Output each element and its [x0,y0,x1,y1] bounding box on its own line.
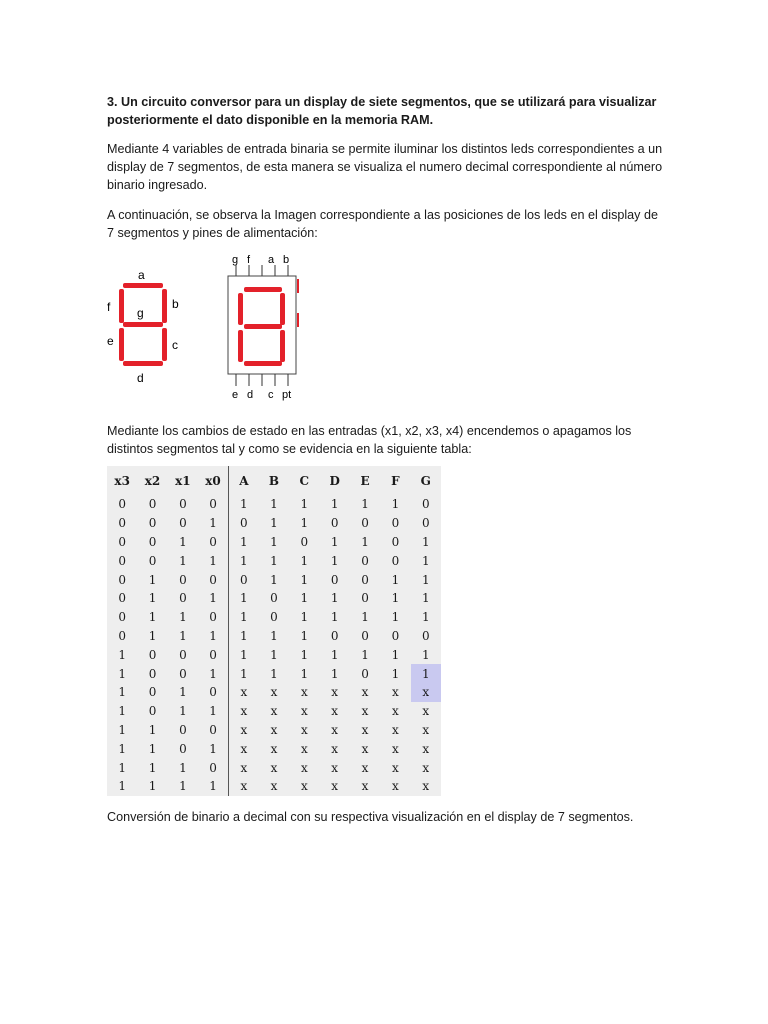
table-row [107,608,441,627]
table-row [107,533,441,552]
table-cell: 1 [118,779,126,794]
label-d: d [137,371,144,385]
table-cell: x [331,760,339,775]
table-cell: 1 [330,591,339,606]
table-cell: 0 [361,516,369,531]
table-cell: 1 [391,610,400,625]
header-g: G [420,473,431,488]
table-cell: 0 [118,497,126,512]
table-cell: 1 [270,572,278,587]
table-cell: 1 [228,551,258,570]
table-cell: 1 [148,760,157,775]
pin-label-f: f [247,254,251,266]
bottom-pin-leads [236,374,288,386]
table-cell: x [392,685,399,700]
table-row [107,495,441,514]
table-cell: 1 [361,647,369,662]
table-cell: 1 [330,666,339,681]
table-cell: 0 [209,685,217,700]
top-pin-leads [236,265,288,276]
table-cell: 1 [391,666,400,681]
table-cell: 0 [209,760,217,775]
pkg-segment-c [280,330,285,362]
header-x1: x1 [175,473,191,488]
table-row [107,683,441,702]
table-cell: 1 [228,645,258,664]
pkg-segment-g [244,324,282,329]
image-intro: A continuación, se observa la Imagen correspondiente a las posiciones de los leds en el display de 7 segmentos y pines de alimentación: [107,208,658,241]
table-cell: 1 [148,722,157,737]
pkg-segment-e [238,330,243,362]
table-cell: 0 [148,647,157,662]
table-cell: x [392,704,399,719]
table-cell: 1 [209,704,217,719]
table-cell: x [422,704,430,719]
table-cell: 0 [118,572,126,587]
table-cell: 0 [148,685,157,700]
table-cell: 1 [209,516,217,531]
table-cell: x [300,741,308,756]
table-row [107,739,441,758]
table-cell: 1 [391,591,400,606]
table-cell: 1 [300,666,309,681]
table-row [107,664,441,683]
segment-b [162,289,167,323]
table-cell: 1 [228,627,258,646]
table-cell: 0 [391,534,400,549]
table-cell: 1 [270,516,278,531]
table-cell: 1 [270,628,278,643]
table-cell: 0 [118,610,126,625]
table-cell: 1 [330,534,339,549]
table-cell: 1 [179,685,187,700]
table-cell: 0 [179,516,187,531]
table-cell: 1 [148,628,157,643]
table-cell: 1 [361,610,369,625]
table-cell: x [422,779,430,794]
table-cell: x [300,779,308,794]
header-x0: x0 [205,473,221,488]
table-cell: x [392,779,399,794]
table-cell: x [331,779,339,794]
table-cell: 0 [179,591,187,606]
table-cell: x [270,779,278,794]
table-cell: x [392,741,399,756]
table-cell: x [361,760,369,775]
table-cell: 0 [330,572,339,587]
table-cell: 0 [361,666,369,681]
edge-marker-bottom [297,313,299,327]
pkg-segment-b [280,293,285,325]
table-cell: 1 [270,647,278,662]
label-b: b [172,297,179,311]
table-header-row [107,466,441,495]
table-cell: 1 [421,553,430,568]
table-intro: Mediante los cambios de estado en las entradas (x1, x2, x3, x4) encendemos o apagamos los distintos segmentos tal y como se evidencia en la siguiente tabla: [107,424,632,457]
table-cell: 0 [361,572,369,587]
table-cell: 1 [300,591,309,606]
table-cell: 0 [148,666,157,681]
header-d: D [329,473,340,488]
table-cell: 1 [179,628,187,643]
table-cell: 1 [148,591,157,606]
table-cell: 1 [421,591,430,606]
table-cell: x [228,758,258,777]
table-cell: 0 [118,628,126,643]
segment-c [162,328,167,361]
table-cell: 1 [330,647,339,662]
segment-g [123,322,163,327]
table-cell: 1 [228,495,258,514]
label-e: e [107,334,114,348]
pin-label-g: g [232,254,239,266]
table-cell: 1 [270,497,278,512]
table-cell: 1 [300,628,309,643]
table-cell: x [361,722,369,737]
table-cell: 1 [118,722,126,737]
header-f: F [391,473,400,488]
table-cell: 0 [148,516,157,531]
table-cell: 0 [209,647,217,662]
table-cell: 0 [421,628,430,643]
table-cell: 1 [421,610,430,625]
table-cell: 0 [118,553,126,568]
table-cell: 0 [209,497,217,512]
table-cell: 1 [330,553,339,568]
table-cell: 0 [209,534,217,549]
table-row [107,514,441,533]
table-cell: 0 [209,722,217,737]
table-cell: 0 [148,534,157,549]
table-cell: x [270,704,278,719]
table-cell: 0 [179,572,187,587]
table-row [107,589,441,608]
pin-label-c: c [268,389,274,401]
table-cell: 1 [179,534,187,549]
header-c: C [299,473,310,488]
table-row [107,777,441,796]
table-cell: 0 [118,516,126,531]
table-cell: 1 [118,647,126,662]
segments [119,283,167,366]
table-cell: 0 [179,722,187,737]
table-cell: 1 [209,666,217,681]
table-cell: 1 [300,610,309,625]
table-cell: 0 [270,591,278,606]
table-cell: x [331,685,339,700]
table-cell: 1 [179,704,187,719]
table-cell: 1 [118,741,126,756]
table-cell: 1 [330,497,339,512]
table-cell: 1 [179,760,187,775]
table-cell: 1 [270,534,278,549]
table-cell: 0 [361,591,369,606]
table-cell: x [361,685,369,700]
table-cell: 0 [148,553,157,568]
header-e: E [360,473,370,488]
header-x3: x3 [114,473,130,488]
heading: 3. Un circuito conversor para un display de siete segmentos, que se utilizará para visualizar posteriormente el dato disponible en la memoria RAM. [107,95,657,128]
table-cell: 0 [179,741,187,756]
table-cell: 1 [148,572,157,587]
table-cell: x [300,704,308,719]
table-body [107,495,441,796]
table-cell: x [270,760,278,775]
table-cell: x [392,760,399,775]
label-c: c [172,338,178,352]
table-cell: 0 [330,516,339,531]
table-cell: 1 [209,591,217,606]
table-cell: x [228,721,258,740]
segment-d [123,361,163,366]
table-cell: 1 [361,497,369,512]
table-cell: 0 [300,534,309,549]
truth-table-container [107,466,441,796]
segment-e [119,328,124,361]
table-cell: 0 [361,628,369,643]
table-cell: 1 [118,704,126,719]
table-cell: 0 [421,516,430,531]
table-cell: 1 [118,760,126,775]
table-cell: x [331,704,339,719]
table-cell: 1 [228,589,258,608]
table-cell: 1 [411,664,441,683]
table-cell: 1 [228,608,258,627]
table-cell: 1 [179,779,187,794]
table-cell: x [270,722,278,737]
pkg-segment-d [244,361,282,366]
table-cell: 0 [148,704,157,719]
table-cell: 0 [118,591,126,606]
table-cell: x [361,779,369,794]
table-row [107,570,441,589]
table-cell: 1 [300,572,309,587]
table-cell: 1 [270,666,278,681]
table-cell: 1 [300,553,309,568]
table-cell: 1 [300,516,309,531]
pkg-segment-a [244,287,282,292]
table-row [107,758,441,777]
table-cell: 0 [421,497,430,512]
table-cell: x [300,722,308,737]
table-cell: 1 [421,534,430,549]
description: Mediante 4 variables de entrada binaria se permite iluminar los distintos leds correspondientes a un display de 7 segmentos, de esta manera se visualiza el numero decimal correspondiente al número binario ingresado. [107,142,663,193]
table-row [107,702,441,721]
table-cell: x [422,741,430,756]
table-cell: 1 [421,647,430,662]
pin-label-pt: pt [282,389,292,401]
table-cell: x [228,777,258,796]
table-cell: 1 [391,647,400,662]
table-cell: x [422,722,430,737]
label-f: f [107,300,111,314]
table-cell: x [331,722,339,737]
table-cell: 1 [209,628,217,643]
table-cell: 1 [391,572,400,587]
pin-label-b: b [283,254,290,266]
truth-table [107,466,441,796]
table-cell: 0 [391,516,400,531]
table-cell: x [411,683,441,702]
header-a: A [228,466,258,495]
table-cell: 1 [361,534,369,549]
table-cell: 0 [391,553,400,568]
table-cell: 0 [118,534,126,549]
table-cell: 0 [330,628,339,643]
table-cell: 1 [148,610,157,625]
header-x2: x2 [144,473,161,488]
conclusion: Conversión de binario a decimal con su respectiva visualización en el display de 7 segmentos. [107,810,634,824]
table-row [107,645,441,664]
table-cell: 0 [228,570,258,589]
table-cell: 1 [228,664,258,683]
table-cell: 1 [421,572,430,587]
table-cell: 0 [209,572,217,587]
table-cell: x [270,741,278,756]
table-cell: 1 [270,553,278,568]
table-cell: 0 [179,647,187,662]
label-a: a [138,268,145,282]
table-cell: 0 [391,628,400,643]
table-cell: 1 [118,685,126,700]
pin-label-d: d [247,389,254,401]
segment-f [119,289,124,323]
table-cell: x [361,704,369,719]
table-cell: 0 [209,610,217,625]
segment-labels-diagram [104,258,194,388]
pin-label-e: e [232,389,239,401]
table-cell: 1 [300,497,309,512]
table-row [107,551,441,570]
table-cell: 0 [148,497,157,512]
table-cell: 1 [148,779,157,794]
table-cell: 1 [209,741,217,756]
table-cell: 1 [391,497,400,512]
edge-marker-top [297,279,299,293]
table-cell: 1 [228,533,258,552]
table-cell: x [361,741,369,756]
table-cell: 1 [179,610,187,625]
pin-label-a: a [268,254,275,266]
table-row [107,627,441,646]
table-cell: 0 [179,497,187,512]
table-cell: 1 [209,779,217,794]
table-cell: x [300,685,308,700]
table-cell: x [300,760,308,775]
table-cell: 1 [330,610,339,625]
table-row [107,721,441,740]
table-cell: 1 [118,666,126,681]
table-cell: 1 [148,741,157,756]
table-cell: 1 [179,553,187,568]
table-cell: x [331,741,339,756]
table-cell: x [270,685,278,700]
table-cell: 0 [179,666,187,681]
table-cell: x [228,702,258,721]
table-cell: x [228,683,258,702]
pkg-segment-f [238,293,243,325]
table-cell: 1 [209,553,217,568]
table-cell: 0 [270,610,278,625]
table-cell: 1 [300,647,309,662]
table-cell: x [422,760,430,775]
label-g: g [137,306,144,320]
table-cell: 0 [361,553,369,568]
header-b: B [268,473,280,488]
table-cell: x [392,722,399,737]
display-pinout-diagram [222,251,312,403]
segment-a [123,283,163,288]
table-cell: x [228,739,258,758]
table-cell: 0 [228,514,258,533]
